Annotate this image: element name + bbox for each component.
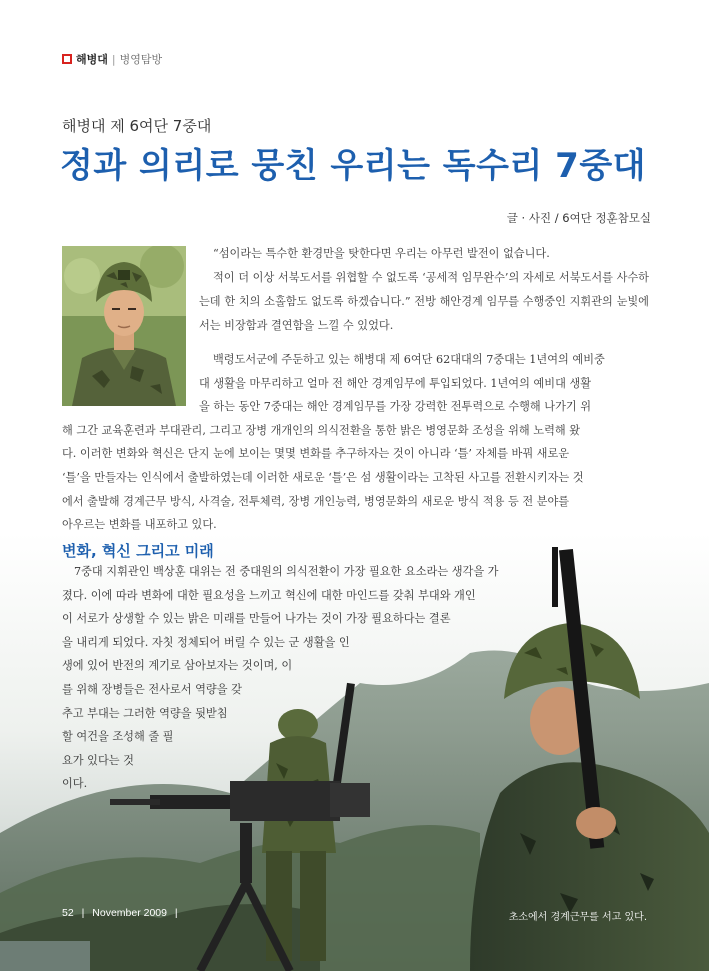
article-subtitle: 해병대 제 6여단 7중대 bbox=[62, 117, 212, 135]
section-line: 이다. bbox=[62, 777, 88, 791]
section-line: 을 내리게 되었다. 자칫 정체되어 버릴 수 있는 군 생활을 인 bbox=[62, 635, 350, 649]
section-line: 졌다. 이에 따라 변화에 대한 필요성을 느끼고 혁신에 대한 마인드를 갖춰 부대와 개인 bbox=[62, 588, 476, 602]
intro-quote-line-2: 적이 더 이상 서북도서를 위협할 수 없도록 ‘공세적 임무완수’의 자세로 서북도서를 사수하는데 한 치의 소홀함도 없도록 하겠습니다.” 전방 해안경계 임무를 수행중인 지휘관의 눈빛에서는 비장함과 결연함을 느낄 수 있었다. bbox=[199, 271, 649, 332]
article-byline: 글 · 사진 / 6여단 정훈참모실 bbox=[506, 211, 651, 225]
section-line: 요가 있다는 것 bbox=[62, 753, 134, 767]
section-line: 이 서로가 상생할 수 있는 밝은 미래를 만들어 나가는 것이 가장 필요하다는 결론 bbox=[62, 612, 451, 626]
section-line: 할 여건을 조성해 줄 필 bbox=[62, 730, 174, 744]
section-line: 를 위해 장병들은 전사로서 역량을 갖 bbox=[62, 682, 242, 696]
body-line: ‘틀’을 만들자는 인식에서 출발하였는데 이러한 새로운 ‘틀’은 섬 생활이라는 고착된 사고를 전환시키자는 것 bbox=[62, 470, 584, 484]
footer-separator: | bbox=[81, 907, 85, 919]
section-line: 추고 부대는 그러한 역량을 뒷받침 bbox=[62, 706, 228, 720]
body-line: 아우르는 변화를 내포하고 있다. bbox=[62, 518, 217, 532]
header-section: 병영탐방 bbox=[119, 53, 163, 66]
body-line: 백령도서군에 주둔하고 있는 해병대 제 6여단 62대대의 7중대는 1년여의 예비중 bbox=[213, 353, 605, 366]
body-line: 에서 출발해 경계근무 방식, 사격술, 전투체력, 장병 개인능력, 병영문화의 새로운 방식 적용 등 전 분야를 bbox=[62, 494, 570, 508]
page-footer bbox=[62, 907, 178, 919]
body-line: 대 생활을 마무리하고 얼마 전 해안 경계임무에 투입되었다. 1년여의 예비대 생활 bbox=[199, 376, 592, 390]
page-number: 52 bbox=[62, 907, 74, 919]
article-title: 정과 의리로 뭉친 우리는 독수리 7중대 bbox=[60, 146, 647, 186]
intro-quote-line-1: “섬이라는 특수한 환경만을 탓한다면 우리는 아무런 발전이 없습니다. bbox=[213, 247, 550, 260]
issue-date: November 2009 bbox=[92, 907, 167, 919]
body-line: 다. 이러한 변화와 혁신은 단지 눈에 보이는 몇몇 변화를 추구하자는 것이 아니라 ‘틀’ 자체를 바꿔 새로운 bbox=[62, 447, 570, 461]
body-paragraph bbox=[62, 348, 649, 537]
section-line: 생에 있어 반전의 계기로 삼아보자는 것이며, 이 bbox=[62, 659, 293, 673]
photo-caption: 초소에서 경계근무를 서고 있다. bbox=[508, 912, 647, 923]
header-separator: | bbox=[111, 52, 116, 66]
intro-quote bbox=[199, 242, 649, 338]
section-line: 7중대 지휘관인 백상훈 대위는 전 중대원의 의식전환이 가장 필요한 요소라는 생각을 가 bbox=[74, 565, 499, 578]
header bbox=[62, 51, 162, 67]
section-paragraph bbox=[62, 560, 499, 796]
header-brand: 해병대 bbox=[76, 53, 108, 66]
body-line: 을 하는 동안 7중대는 해안 경계임무를 가장 강력한 전투력으로 수행해 나가기 위 bbox=[199, 400, 592, 414]
body-line: 해 그간 교육훈련과 부대관리, 그리고 장병 개개인의 의식전환을 통한 밝은 병영문화 조성을 위해 노력해 왔 bbox=[62, 423, 581, 437]
section-heading: 변화, 혁신 그리고 미래 bbox=[62, 542, 214, 560]
marines-logo-icon bbox=[62, 54, 72, 64]
footer-separator: | bbox=[174, 907, 178, 919]
